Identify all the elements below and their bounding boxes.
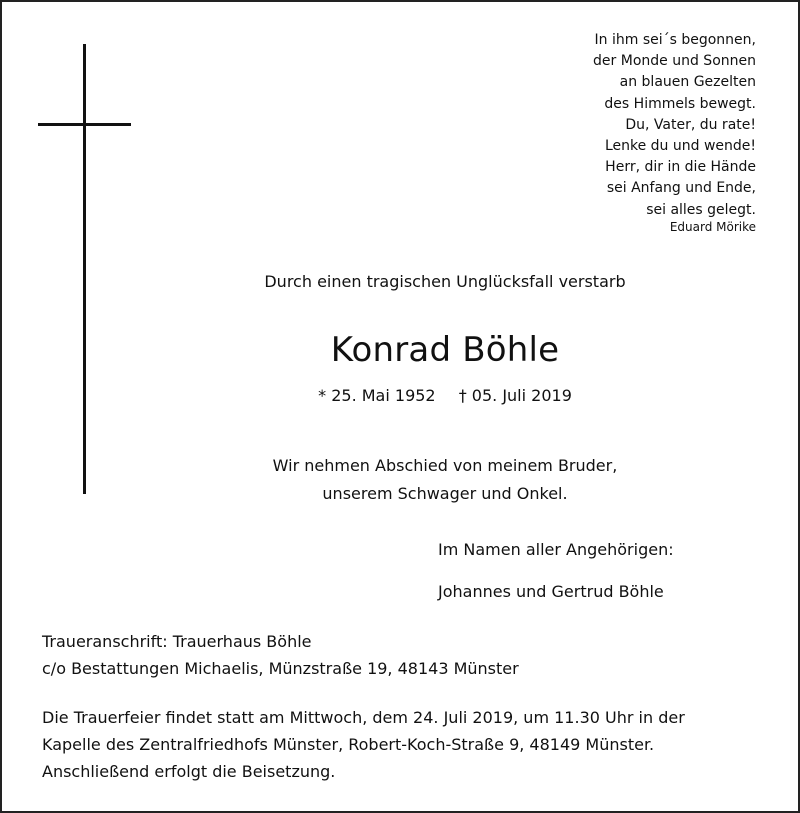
farewell-text — [2, 452, 800, 508]
ceremony-info — [42, 704, 685, 785]
intro-text: Durch einen tragischen Unglücksfall verstarb — [264, 272, 626, 291]
poem-line: Du, Vater, du rate! — [625, 116, 756, 133]
poem-line: an blauen Gezelten — [619, 74, 756, 91]
poem-line: des Himmels bewegt. — [604, 95, 756, 112]
poem-line: sei Anfang und Ende, — [606, 180, 756, 197]
poem-line: Herr, dir in die Hände — [605, 159, 756, 176]
cross-icon-crossbar — [38, 123, 131, 126]
address-line: c/o Bestattungen Michaelis, Münzstraße 19, 48143 Münster — [42, 659, 519, 678]
farewell-line: unserem Schwager und Onkel. — [322, 484, 568, 503]
poem-line: Lenke du und wende! — [604, 138, 756, 155]
ceremony-line: Die Trauerfeier findet statt am Mittwoch, dem 24. Juli 2019, um 11.30 Uhr in der — [42, 708, 685, 727]
birth-date: * 25. Mai 1952 — [318, 386, 436, 405]
life-dates — [2, 386, 800, 405]
ceremony-line: Kapelle des Zentralfriedhofs Münster, Robert-Koch-Straße 9, 48149 Münster. — [42, 735, 655, 754]
signers: Johannes und Gertrud Böhle — [438, 582, 664, 601]
deceased-name: Konrad Böhle — [330, 330, 560, 370]
ceremony-line: Anschließend erfolgt die Beisetzung. — [42, 762, 336, 781]
poem-line: In ihm sei´s begonnen, — [594, 32, 756, 48]
poem-author: Eduard Mörike — [669, 220, 756, 234]
on-behalf-text: Im Namen aller Angehörigen: — [438, 540, 674, 559]
farewell-line: Wir nehmen Abschied von meinem Bruder, — [272, 456, 618, 475]
death-date: † 05. Juli 2019 — [458, 386, 572, 405]
poem-line: sei alles gelegt. — [646, 201, 756, 218]
address-line: Traueranschrift: Trauerhaus Böhle — [42, 632, 312, 651]
mourning-address — [42, 628, 519, 682]
poem — [593, 30, 756, 221]
poem-line: der Monde und Sonnen — [593, 53, 756, 70]
cross-icon — [83, 44, 86, 494]
